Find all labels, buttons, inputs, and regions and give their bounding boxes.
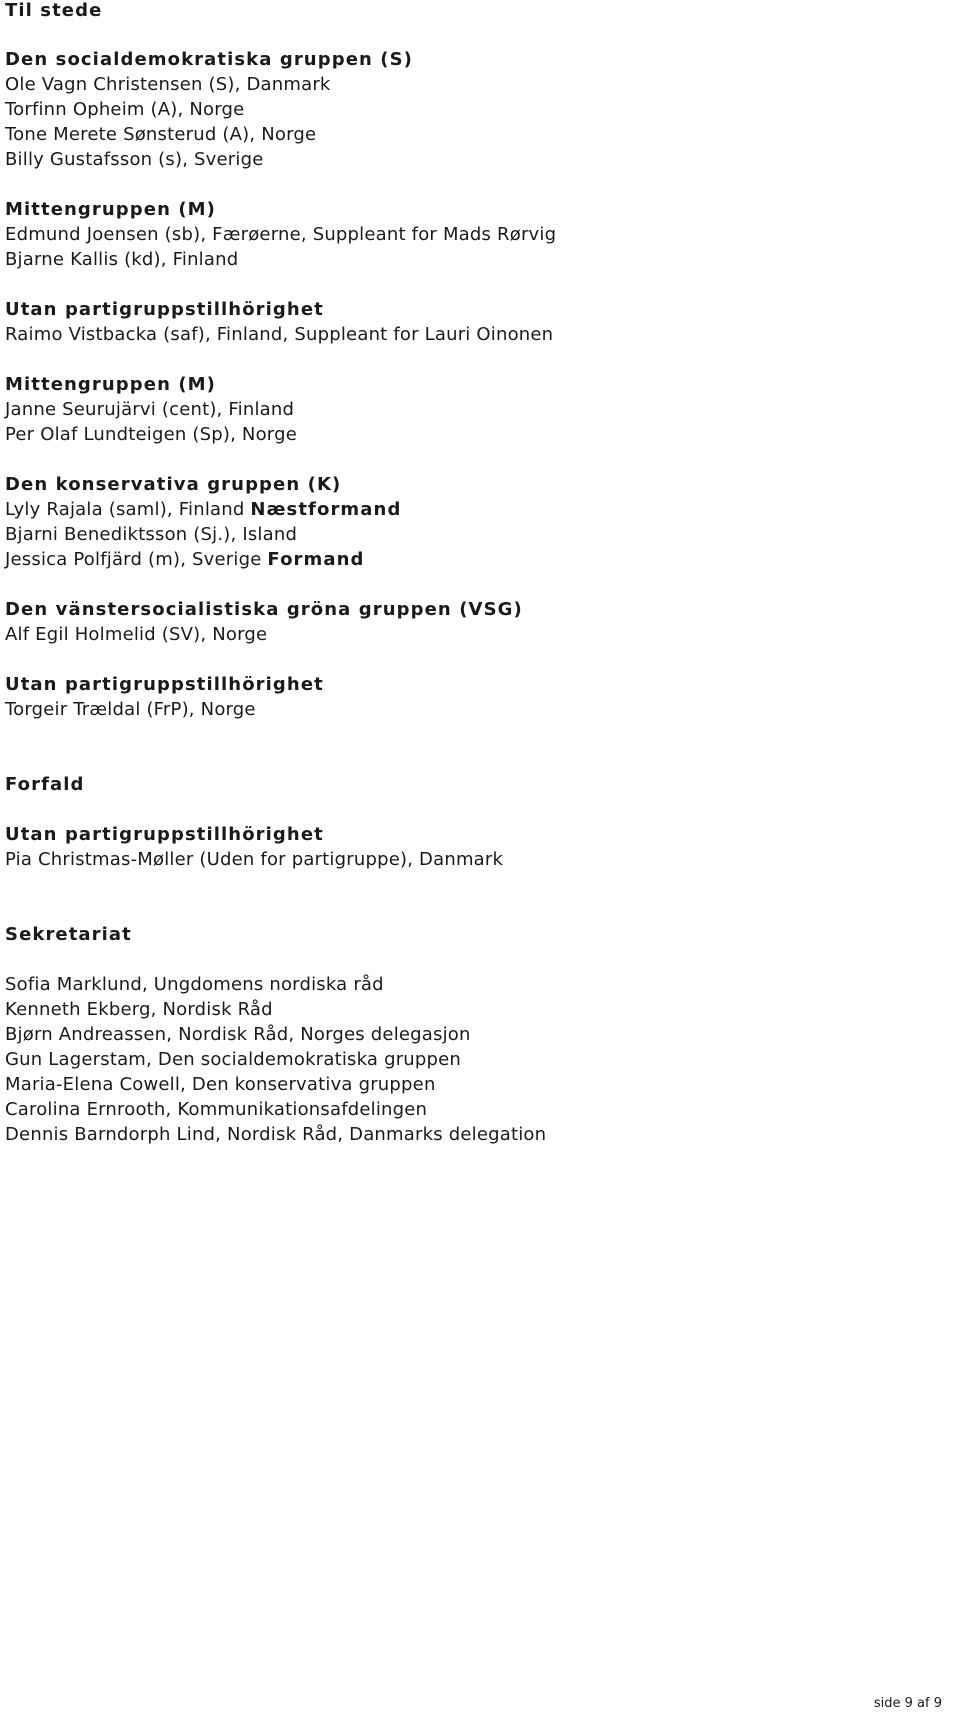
member-line: Janne Seurujärvi (cent), Finland <box>5 399 295 420</box>
member-line: Tone Merete Sønsterud (A), Norge <box>5 124 317 145</box>
member-line: Torgeir Trældal (FrP), Norge <box>5 699 256 720</box>
secretariat-member: Bjørn Andreassen, Nordisk Råd, Norges delegasjon <box>5 1024 471 1045</box>
group-title: Utan partigruppstillhörighet <box>5 824 324 845</box>
group-title: Mittengruppen (M) <box>5 199 217 220</box>
member-line: Torfinn Opheim (A), Norge <box>5 99 245 120</box>
secretariat-member: Gun Lagerstam, Den socialdemokratiska gruppen <box>5 1049 462 1070</box>
secretariat-member: Carolina Ernrooth, Kommunikationsafdelingen <box>5 1099 428 1120</box>
section-heading-present: Til stede <box>5 0 103 21</box>
member-line: Billy Gustafsson (s), Sverige <box>5 149 264 170</box>
page-number: side 9 af 9 <box>873 1696 942 1711</box>
member-line: Bjarne Kallis (kd), Finland <box>5 249 239 270</box>
section-heading-secretariat: Sekretariat <box>5 924 132 945</box>
group-title: Utan partigruppstillhörighet <box>5 299 324 320</box>
member-line <box>5 499 401 521</box>
member-line: Bjarni Benediktsson (Sj.), Island <box>5 524 298 545</box>
member-line <box>5 549 365 571</box>
member-line: Edmund Joensen (sb), Færøerne, Suppleant for Mads Rørvig <box>5 224 557 245</box>
member-line: Pia Christmas-Møller (Uden for partigruppe), Danmark <box>5 849 504 870</box>
group-title: Den socialdemokratiska gruppen (S) <box>5 49 413 70</box>
secretariat-member: Sofia Marklund, Ungdomens nordiska råd <box>5 974 384 995</box>
member-name: Lyly Rajala (saml), Finland <box>5 499 245 520</box>
member-name: Jessica Polfjärd (m), Sverige <box>5 549 262 570</box>
group-title: Utan partigruppstillhörighet <box>5 674 324 695</box>
secretariat-member: Kenneth Ekberg, Nordisk Råd <box>5 999 273 1020</box>
secretariat-member: Dennis Barndorph Lind, Nordisk Råd, Danmarks delegation <box>5 1124 547 1145</box>
group-title: Den konservativa gruppen (K) <box>5 474 342 495</box>
member-role: Næstformand <box>250 499 402 520</box>
member-line: Per Olaf Lundteigen (Sp), Norge <box>5 424 297 445</box>
group-title: Mittengruppen (M) <box>5 374 217 395</box>
member-line: Alf Egil Holmelid (SV), Norge <box>5 624 268 645</box>
section-heading-absent: Forfald <box>5 774 85 795</box>
member-line: Raimo Vistbacka (saf), Finland, Suppleant for Lauri Oinonen <box>5 324 554 345</box>
member-role: Formand <box>267 549 365 570</box>
member-line: Ole Vagn Christensen (S), Danmark <box>5 74 331 95</box>
group-title: Den vänstersocialistiska gröna gruppen (VSG) <box>5 599 523 620</box>
secretariat-member: Maria-Elena Cowell, Den konservativa gruppen <box>5 1074 436 1095</box>
